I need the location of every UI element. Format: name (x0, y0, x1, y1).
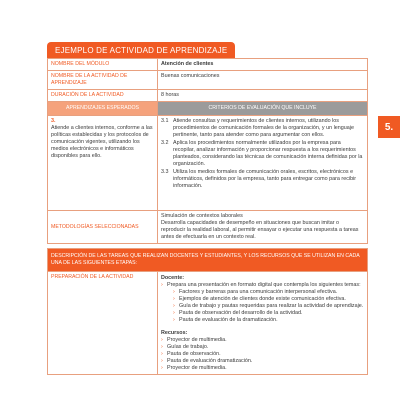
list-item: › Guías de trabajo. (161, 344, 364, 351)
docente-title: Docente: (161, 275, 185, 281)
duracion-row (48, 90, 368, 102)
aprendizaje-text: Atiende a clientes internos, conforme a las políticas establecidas y los protocolos de comunicación vigentes, utilizando los medios electrónicos e informáticos disponibles para ello. (51, 125, 153, 159)
criterios-header: CRITERIOS DE EVALUACIÓN QUE INCLUYE (158, 102, 368, 116)
metodologias-title: Simulación de contextos laborales (161, 213, 243, 219)
metodologias-text: Desarrolla capacidades de desempeño en situaciones que buscan imitar o reproducir la realidad laboral, al permitir ensayar o ejecutar una respuesta a tareas antes de efectuarla en un contexto real. (161, 220, 359, 240)
criterio-item (161, 169, 364, 190)
section-header-row (48, 102, 368, 116)
docente-main-text: Prepara una presentación en formato digital que contempla los siguientes temas: (167, 282, 361, 288)
recursos-list (161, 337, 364, 372)
actividad-value: Buenas comunicaciones (158, 71, 368, 90)
modulo-row (48, 59, 368, 71)
aprendizaje-row (48, 116, 368, 211)
metodologias-label: METODOLOGÍAS SELECCIONADAS (48, 211, 158, 244)
descripcion-header-row (48, 249, 368, 272)
list-item: › Factores y barreras para una comunicación interpersonal efectiva. (173, 289, 364, 296)
actividad-label: NOMBRE DE LA ACTIVIDAD DE APRENDIZAJE (48, 71, 158, 90)
page-number-badge: 5. (378, 116, 400, 138)
list-item (161, 282, 364, 324)
criterio-number: 3.1 (161, 118, 169, 124)
preparacion-label: PREPARACIÓN DE LA ACTIVIDAD (48, 272, 158, 375)
list-item: › Pauta de observación. (161, 351, 364, 358)
criterio-text: Aplica los procedimientos normalmente utilizados por la empresa para recopilar, analizar información y proporcionar respuesta a los requerimientos planteados, considerando las técnicas de comunicación interna definidas por la organización. (173, 140, 363, 167)
aprendizaje-number: 3. (51, 118, 56, 124)
docente-list (161, 282, 364, 324)
list-item: › Proyector de multimedia. (161, 365, 364, 372)
aprendizajes-header: APRENDIZAJES ESPERADOS (48, 102, 158, 116)
list-item: › Pauta de evaluación de la dramatización. (173, 317, 364, 324)
metodologias-row (48, 211, 368, 244)
criterio-item (161, 118, 364, 139)
metodologias-cell (158, 211, 368, 244)
criterio-item (161, 140, 364, 168)
criterios-cell (158, 116, 368, 211)
document-title: EJEMPLO DE ACTIVIDAD DE APRENDIZAJE (47, 42, 235, 58)
recursos-title: Recursos: (161, 330, 188, 336)
modulo-value: Atención de clientes (158, 59, 368, 71)
list-item: › Proyector de multimedia. (161, 337, 364, 344)
criterio-text: Utiliza los medios formales de comunicación orales, escritos, electrónicos e informáticos, definidos por la empresa, tanto para entregar como para recibir información. (173, 169, 357, 189)
list-item: › Guía de trabajo y pautas requeridas para realizar la actividad de aprendizaje. (173, 303, 364, 310)
activity-table (47, 58, 368, 375)
criterio-number: 3.3 (161, 169, 169, 175)
preparacion-row (48, 272, 368, 375)
modulo-label: NOMBRE DEL MÓDULO (48, 59, 158, 71)
criterio-number: 3.2 (161, 140, 169, 146)
docente-sub-list (167, 289, 364, 324)
list-item: › Pauta de evaluación dramatización. (161, 358, 364, 365)
list-item: › Ejemplos de atención de clientes donde existe comunicación efectiva. (173, 296, 364, 303)
criterio-text: Atiende consultas y requerimientos de clientes internos, utilizando los procedimientos de comunicación formales de la organización, y un lenguaje pertinente, tanto para atender como para argumentar con ellos. (173, 118, 354, 138)
aprendizaje-cell (48, 116, 158, 211)
actividad-row (48, 71, 368, 90)
duracion-label: DURACIÓN DE LA ACTIVIDAD (48, 90, 158, 102)
activity-document (47, 40, 367, 375)
descripcion-header: DESCRIPCIÓN DE LAS TAREAS QUE REALIZAN DOCENTES Y ESTUDIANTES, Y LOS RECURSOS QUE SE UTILIZAN EN CADA UNA DE LAS SIGUIENTES ETAPAS: (48, 249, 368, 272)
duracion-value: 8 horas (158, 90, 368, 102)
preparacion-cell (158, 272, 368, 375)
list-item: › Pauta de observación del desarrollo de la actividad. (173, 310, 364, 317)
